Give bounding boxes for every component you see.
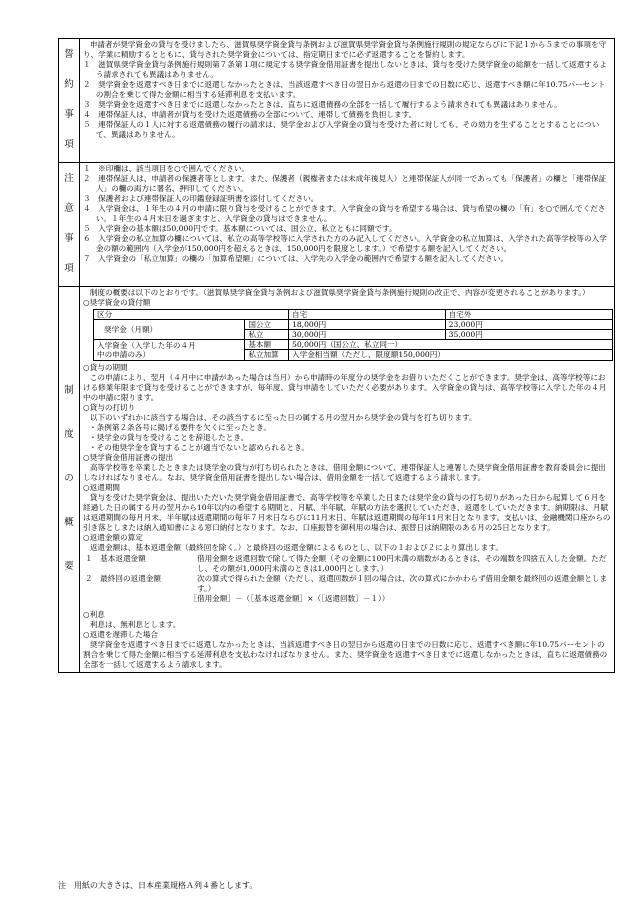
amount-private-label: 私立 (245, 330, 289, 340)
oath-body (80, 39, 615, 163)
amount-basic-value: 50,000円（国公立、私立同一） (289, 340, 613, 350)
oath-item: ４ 連帯保証人は、申請者が貸与を受けた返還債務の全部について、連帯して債務を負担します。 (83, 110, 417, 120)
amount-basic-label: 基本額 (245, 340, 289, 350)
cert-text: 高等学校等を卒業したときまたは奨学金の貸与が打ち切られたときは、借用金額について、連帯保証人と連署した奨学資金借用証書を教育委員会に提出しなければなりません。なお、奨学資金借用証書を提出しない場合は、借用金額を一括して返還するよう請求します。 (83, 462, 606, 482)
overview-intro: 制度の概要は以下のとおりです。（滋賀県奨学資金貸与条例および滋賀県奨学資金貸与条例施行規則の改正で、内容が変更されることがあります。） (89, 288, 590, 297)
calc-item-1-label: １ 基本返還金額 (85, 553, 146, 563)
overview-section (59, 287, 615, 673)
note-item: ２ 連帯保証人は、申請者の保護者等とします。また、保護者（親権者または未成年後見人）と連帯保証人が同一であっても「保護者」の欄と「連帯保証人」の欄の両方に署名、押印してください。 (83, 174, 607, 194)
overview-side-label: 制 度 の 概 要 (59, 287, 80, 673)
calc-item-2-label: ２ 最終回の返還金額 (85, 573, 161, 583)
late-heading: ○返還を遅滞した場合 (83, 629, 158, 639)
calc-item-2-text: 次の算式で得られた金額（ただし、返還回数が１回の場合は、次の算式にかかわらず借用金額を最終回の返還金額とします。） (197, 573, 608, 593)
amount-scholarship-label: 奨学金（月額） (94, 320, 245, 340)
stop-item: ・その他奨学金を貸与することが適当でないと認められるとき。 (89, 442, 309, 452)
calc-item-2 (83, 574, 611, 594)
notes-body (80, 163, 615, 287)
overview-body (80, 287, 615, 673)
amount-public-label: 国公立 (245, 320, 289, 330)
document-sheet (58, 38, 615, 673)
interest-heading: ○利息 (83, 609, 105, 619)
note-item: ３ 保護者および連帯保証人の印鑑登録証明書を添付してください。 (83, 194, 319, 204)
amount-header-home: 自宅 (289, 310, 446, 320)
stop-heading: ○貸与の打切り (83, 402, 136, 412)
oath-item: ５ 連帯保証人の１人に対する返還債務の履行の請求は、奨学金および入学資金の貸与を受けた者に対しても、その効力を生ずることとすることについて、異議はありません。 (83, 120, 600, 140)
oath-item: ３ 奨学資金を返還すべき日までに返還しなかったときは、直ちに返還債務の全部を一括して履行するよう請求されても異議はありません。 (83, 100, 562, 110)
calc-text: 返還金額は、基本返還金額（最終回を除く。）と最終回の返還金額によるものとし、以下の１および２により算出します。 (89, 542, 503, 552)
amount-add-label: 私立加算 (245, 350, 289, 360)
note-item: ４ 入学資金は、１年生の４月の申請に限り貸与を受けることができます。入学資金の貸与を希望する場合は、貸与希望の欄の「有」を○で囲んでください。１年生の４月末日を過ぎますと、入学資金の貸与はできません。 (83, 204, 606, 224)
period-heading: ○貸与の期間 (83, 362, 128, 372)
cert-heading: ○奨学資金借用証書の提出 (83, 452, 174, 462)
oath-section (59, 39, 615, 163)
oath-item: １ 滋賀県奨学資金貸与条例施行規則第７条第１項に規定する奨学資金借用証書を提出しないときは、貸与を受けた奨学資金の総額を一括して返還するよう請求されても異議はありません。 (83, 60, 607, 80)
amount-entry-label: 入学資金（入学した年の４月 中の申請のみ） (94, 340, 245, 360)
amount-header-kubun: 区分 (94, 310, 289, 320)
repay-heading: ○返還期間 (83, 482, 121, 492)
note-item: ６ 入学資金の私立加算の欄については、私立の高等学校等に入学された方のみ記入してください。入学資金の私立加算は、入学された高等学校等の入学金の額の範囲内（入学金が150,000円を超えるときは、150,000円を限度とします。）で希望する額を記入してください。 (83, 234, 607, 254)
period-text: この申請により、翌月（４月中に申請があった場合は当月）から申請時の年度分の奨学金をお借りいただくことができます。奨学金は、高等学校等における修業年限まで貸与を受けることができますが、毎年度、貸与申請をしていただく必要があります。入学資金の貸与は、高等学校等に入学した年の４月中の申請に限ります。 (83, 372, 607, 402)
note-item: ７ 入学資金の「私立加算」の欄の「加算希望額」については、入学先の入学金の範囲内で希望する額を記入してください。 (83, 254, 509, 264)
stop-item: ・奨学金の貸与を受けることを辞退したとき。 (89, 432, 249, 442)
form-table (58, 38, 615, 673)
oath-side-label: 誓 約 事 項 (59, 39, 80, 163)
notes-side-label: 注 意 事 項 (59, 163, 80, 287)
amount-header-away: 自宅外 (445, 310, 612, 320)
oath-intro: 申請者が奨学資金の貸与を受けましたら、滋賀県奨学資金貸与条例および滋賀県奨学資金貸与条例施行規則の規定ならびに下記１から５までの事項を守り、学業に精励するとともに、貸与された奨学資金については、指定期日までに必ず返還することを誓約します。 (83, 40, 607, 60)
amount-private-away: 35,000円 (445, 330, 612, 340)
calc-item-1 (83, 554, 611, 574)
stop-item: ・条例第２条各号に掲げる要件を欠くに至ったとき。 (89, 422, 272, 432)
note-item: １ ※印欄は、該当項目を○で囲んでください。 (83, 164, 250, 173)
calc-heading: ○返還金額の算定 (83, 532, 143, 542)
repay-text: 貸与を受けた奨学資金は、提出いただいた奨学資金借用証書で、高等学校等を卒業した日または奨学金の貸与の打ち切りがあった日から起算して６月を経過した日の属する月の翌月から10年以内の希望する期間と、月賦、半年賦、年賦の方法を選択していただき、返還をしていただきます。納期限は、月賦は返還期間の毎月月末、半年賦は返還期間の毎年７月末日ならびに11月末日、年賦は返還期間の毎年11月末日となります。支払いは、金融機関口座からの引き落としまたは納入通知書による窓口納付となります。なお、口座振替を御利用の場合は、振替日は納期限のある月の25日となります。 (83, 492, 611, 532)
calc-formula: ［借用金額］－（［基本返還金額］×（［返還回数］－１）） (189, 593, 390, 603)
amount-heading: ○奨学資金の貸付額 (83, 298, 151, 308)
late-text: 奨学資金を返還すべき日までに返還しなかったときは、当該返還すべき日の翌日から返還の日までの日数に応じ、返還すべき額に年10.75パーセントの割合を乗じて得た金額に相当する延滞利息を支払わなければなりません。また、奨学資金を返還すべき日までに返還しなかったときは、直ちに返還債務の全部を一括して返還するよう請求します。 (83, 640, 608, 670)
calc-item-1-text: 借用金額を返還回数で除して得た金額（その金額に100円未満の端数があるときは、その端数を四捨五入した金額。ただし、その額が1,000円未満のときは1,000円とします。） (197, 553, 607, 573)
amount-private-home: 30,000円 (289, 330, 446, 340)
note-item: ５ 入学資金の基本額は50,000円です。基本額については、国公立、私立ともに同額です。 (83, 224, 397, 234)
paper-size-footnote: 注 用紙の大きさは、日本産業規格Ａ列４番とします。 (58, 881, 258, 890)
amount-table (93, 309, 613, 361)
amount-add-value: 入学金相当額（ただし、限度額150,000円） (289, 350, 613, 360)
stop-text: 以下のいずれかに該当する場合は、その該当するに至った日の属する月の翌月から奨学金の貸与を打ち切ります。 (89, 412, 477, 422)
amount-public-away: 23,000円 (445, 320, 612, 330)
amount-public-home: 18,000円 (289, 320, 446, 330)
notes-section (59, 163, 615, 287)
oath-item: ２ 奨学資金を返還すべき日までに返還しなかったときは、当該返還すべき日の翌日から返還の日までの日数に応じ、返還すべき額に年10.75パーセントの割合を乗じて得た金額に相当する延滞利息を支払います。 (83, 80, 606, 100)
interest-text: 利息は、無利息とします。 (89, 619, 181, 629)
